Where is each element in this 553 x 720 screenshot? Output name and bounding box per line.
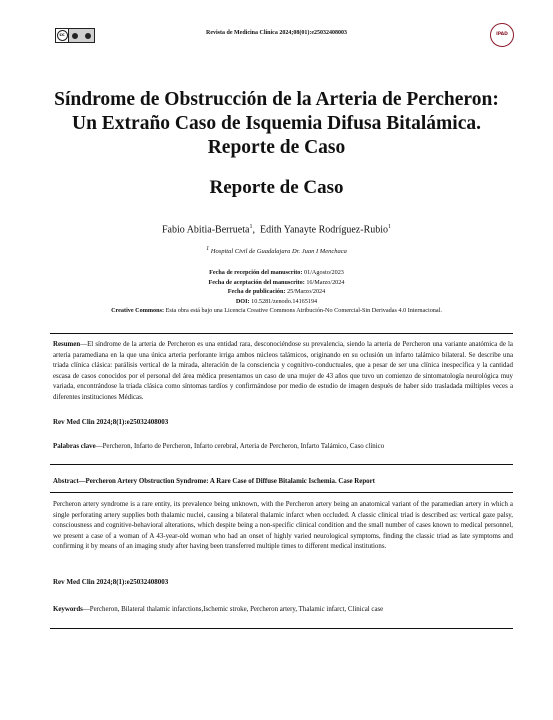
license-text: Esta obra está bajo una Licencia Creative Commons Atribución-No Comercial-Sin Derivadas 4.0 Internacional.	[165, 307, 442, 315]
keywords-label: Keywords	[53, 606, 83, 613]
license-label: Creative Commons:	[111, 307, 165, 315]
accepted-label: Fecha de aceptación del manuscrito:	[208, 278, 305, 286]
received-value: 01/Agosto/2023	[304, 269, 344, 276]
abstract-citation: Rev Med Clin 2024;8(1):e25032408003	[53, 578, 169, 586]
author-1: Fabio Abitia-Berrueta	[161, 224, 250, 236]
authors-line: Fabio Abitia-Berrueta$^1$, Edith Yanayte Rodríguez-Rubio$^1$	[161, 224, 392, 236]
cc-logo-icon: cc	[56, 29, 69, 42]
abstract-paragraph: Percheron artery syndrome is a rare entity, its prevalence being unknown, with the Percheron artery being an anatomical variant of the paramedian artery in which a single perforating artery supplies both thalamic nuclei, causing a bilateral thalamic infarct when occluded. A classic clinical triad is described as: vertical gaze palsy, consciousness and cognitive-behavioral alterations, which despite being a non-specific clinical condition and the small number of cases known to medical personnel, we present a case of a woman of A 43-year-old woman who had an onset of highly varied neurological symptoms, finding the classic triad as late symptoms and confirming it by means of an imaging study after having been transferred multiple times to different medical institutions.	[53, 501, 513, 550]
resumen-citation: Rev Med Clin 2024;8(1):e25032408003	[53, 418, 169, 426]
doi-link[interactable]: 10.5281/zenodo.14165194	[251, 297, 318, 305]
divider	[50, 333, 513, 334]
author-2: Edith Yanayte Rodríguez-Rubio	[259, 224, 389, 236]
received-line	[0, 268, 553, 278]
published-label: Fecha de publicación:	[227, 288, 286, 296]
resumen-paragraph	[53, 340, 513, 403]
affiliation	[0, 246, 553, 255]
affiliation-mark: 1	[206, 246, 210, 252]
keywords-text: —Percheron, Bilateral thalamic infarctions,Ischemic stroke, Percheron artery, Thalamic infarct, Clinical case	[82, 606, 384, 613]
palabras-clave	[53, 443, 513, 450]
published-value: 25/Marzo/2024	[287, 288, 326, 296]
doi-line	[0, 297, 553, 307]
published-line	[0, 287, 553, 297]
journal-header: Revista de Medicina Clínica 2024;08(01):e25032408003	[206, 30, 347, 36]
accepted-value: 16/Marzo/2024	[306, 278, 345, 286]
divider	[50, 464, 513, 465]
author-2-affiliation-mark: 1	[388, 224, 392, 230]
article-type: Reporte de Caso	[209, 177, 344, 198]
accepted-line	[0, 278, 553, 288]
palabras-label: Palabras clave	[53, 443, 96, 450]
resumen-label: Resumen	[53, 341, 81, 348]
received-label: Fecha de recepción del manuscrito:	[209, 269, 303, 276]
affiliation-text: Hospital Civil de Guadalajara Dr. Juan I Menchaca	[210, 248, 347, 256]
manuscript-metadata	[0, 268, 553, 316]
divider	[50, 628, 513, 629]
divider	[50, 492, 513, 493]
keywords	[53, 606, 513, 613]
author-1-affiliation-mark: 1	[249, 224, 253, 230]
license-line	[0, 306, 553, 316]
abstract-heading: Abstract—Percheron Artery Obstruction Syndrome: A Rare Case of Diffuse Bitalamic Ischemia. Case Report	[53, 478, 375, 485]
article-title: Síndrome de Obstrucción de la Arteria de Percheron: Un Extraño Caso de Isquemia Difusa Bitalámica. Reporte de Caso	[54, 89, 499, 158]
resumen-text: —El síndrome de la arteria de Percheron es una entidad rara, desconociéndose su prevalencia, siendo la arteria de Percheron una variante anatómica de la arteria paramediana en la que una única arteria perforante irriga ambos núcleos talámicos, originando en su oclusión un infarto talámico bilateral. Se describe una triada clínica clásica: parálisis vertical de la mirada, alteración de la consciencia y cognitivo-conductuales, que a pesar de ser una clínica inespecífica y la cantidad escasa de casos conocidos por el personal del área médica presentamos un caso de una mujer de 43 años que tuvo un comienzo de sintomatología neurológica muy variada, encontrándose la triada clásica como síntomas tardíos y confirmándose por medio de estudio de imagen después de haber sido trasladada múltiples veces a diferentes instituciones Médicas.	[53, 341, 513, 401]
journal-logo-icon: IPAD	[490, 23, 514, 47]
palabras-text: —Percheron, Infarto de Percheron, Infarto cerebral, Arteria de Percheron, Infarto Talámico, Caso clínico	[95, 443, 385, 450]
doi-label: DOI:	[235, 297, 250, 305]
